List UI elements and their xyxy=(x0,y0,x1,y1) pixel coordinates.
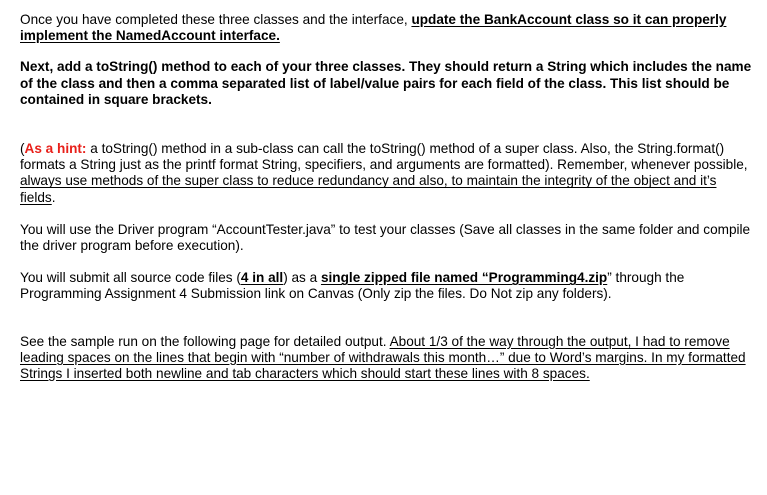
p1-lead-text: Once you have completed these three classes and the interface, xyxy=(20,12,412,27)
paragraph-update-bankaccount xyxy=(20,12,755,44)
p6-lead-text: See the sample run on the following page for detailed output. xyxy=(20,333,390,349)
paragraph-submission xyxy=(20,270,755,302)
document-page xyxy=(20,12,755,382)
p5-part1: You will submit all source code files ( xyxy=(20,270,241,286)
p5-part3: ” through the Programming Assignment 4 Submission link on Canvas (Only zip the files. Do Not zip any folders). xyxy=(20,270,685,302)
paragraph-add-tostring: Next, add a toString() method to each of your three classes. They should return a String which includes the name of the class and then a comma separated list of label/value pairs for each field of the class. This list should be contained in square brackets. xyxy=(20,59,752,107)
paragraph-hint xyxy=(20,141,755,206)
p3-end-text: . xyxy=(51,189,56,205)
p3-body-text: a toString() method in a sub-class can call the toString() method of a super class. Also, the String.format() formats a String just as the printf format String, specifiers, and arguments are formatted). Remember, whenever possible, xyxy=(20,141,748,173)
p1-emphasis-text: update the BankAccount class so it can properly implement the NamedAccount interface. xyxy=(20,12,727,44)
paragraph-sample-run xyxy=(20,334,755,383)
paragraph-driver-program: You will use the Driver program “AccountTester.java” to test your classes (Save all classes in the same folder and compile the driver program before execution). xyxy=(20,221,751,254)
p3-open-paren: ( xyxy=(20,141,25,157)
hint-label: As a hint: xyxy=(24,141,87,157)
p5-zip-file-name: single zipped file named “Programming4.zip xyxy=(320,270,608,286)
p5-file-count: 4 in all xyxy=(240,270,284,286)
p6-underlined-text: About 1/3 of the way through the output, I had to remove leading spaces on the lines that begin with “number of withdrawals this month…” due to Word’s margins. In my formatted Strings I inserted both newline and tab characters which should start these lines with 8 spaces. xyxy=(20,333,746,382)
p3-underlined-text: always use methods of the super class to reduce redundancy and also, to maintain the integrity of the object and it’s fields xyxy=(20,173,717,205)
p5-part2: ) as a xyxy=(283,270,321,286)
